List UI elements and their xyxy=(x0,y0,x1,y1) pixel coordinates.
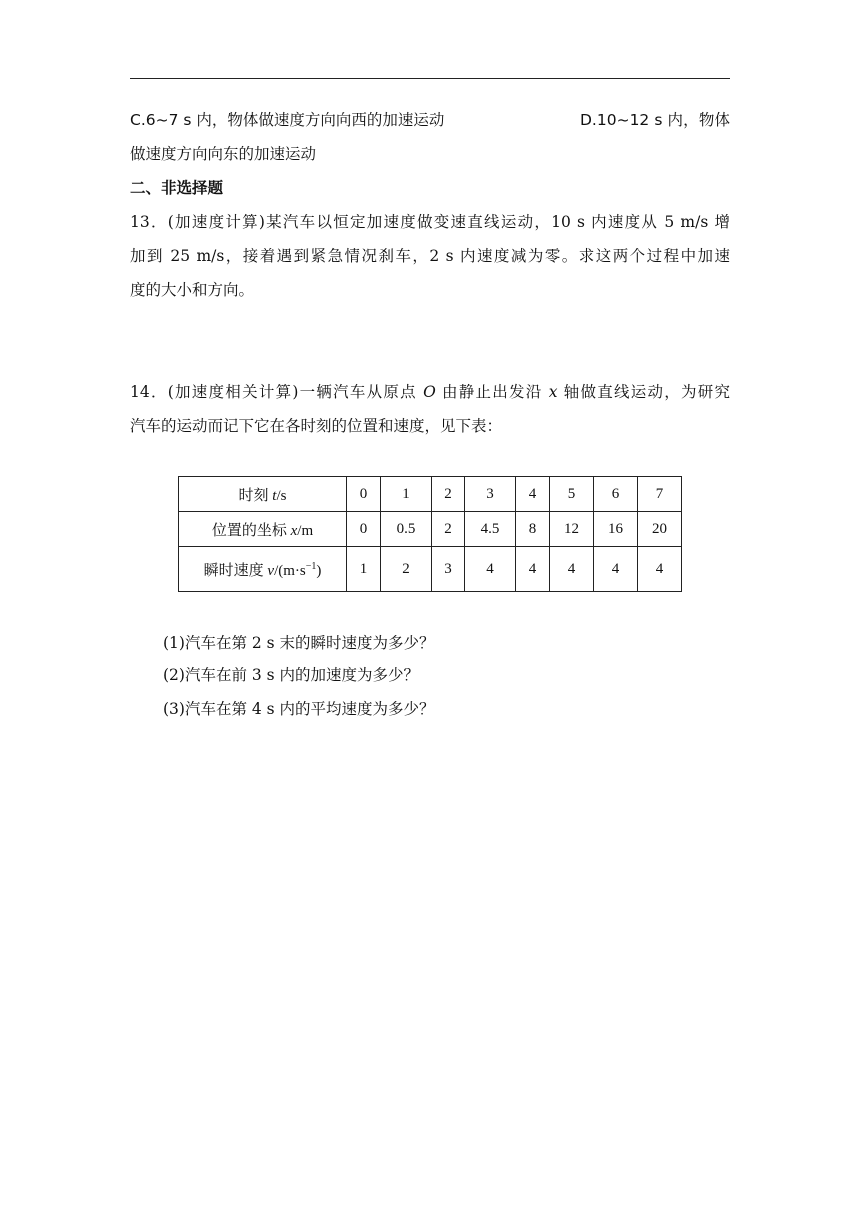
label-unit: /(m·s xyxy=(274,562,306,579)
table-cell: 4 xyxy=(594,547,638,592)
q14-line-1-part-b: 由静止出发沿 xyxy=(435,383,549,401)
table-cell: 0 xyxy=(347,477,381,512)
table-cell: 8 xyxy=(516,512,550,547)
table-cell: 4 xyxy=(465,547,516,592)
table-cell: 2 xyxy=(432,477,465,512)
section-heading: 二、非选择题 xyxy=(130,179,224,197)
option-d-continuation: 做速度方向向东的加速运动 xyxy=(130,145,317,163)
row-label-velocity xyxy=(179,547,347,592)
motion-data-table xyxy=(178,476,682,592)
table-cell: 0.5 xyxy=(381,512,432,547)
label-variable: x xyxy=(290,522,298,539)
label-exponent: −1 xyxy=(305,560,317,572)
table-cell: 1 xyxy=(347,547,381,592)
label-unit: /m xyxy=(297,522,314,539)
label-unit: /s xyxy=(276,487,287,504)
row-label-time xyxy=(179,477,347,512)
table-cell: 12 xyxy=(550,512,594,547)
q13-line-3: 度的大小和方向。 xyxy=(130,281,255,299)
table-cell: 16 xyxy=(594,512,638,547)
q14-line-2: 汽车的运动而记下它在各时刻的位置和速度，见下表： xyxy=(130,417,503,435)
option-d: D.10~12 s 内，物体 xyxy=(580,111,730,129)
label-variable: t xyxy=(272,487,277,504)
q14-line-1-part-c: 轴做直线运动，为研究 xyxy=(557,383,730,401)
table-cell: 0 xyxy=(347,512,381,547)
q14-subquestion-2: (2)汽车在前 3 s 内的加速度为多少？ xyxy=(163,666,420,684)
table-cell: 4 xyxy=(638,547,682,592)
table-cell: 2 xyxy=(381,547,432,592)
table-row-position xyxy=(179,512,682,547)
table-cell: 4 xyxy=(550,547,594,592)
label-text: 位置的坐标 xyxy=(211,522,291,539)
table-row-time xyxy=(179,477,682,512)
label-text: 瞬时速度 xyxy=(203,562,268,579)
table-cell: 3 xyxy=(465,477,516,512)
table-cell: 7 xyxy=(638,477,682,512)
table-cell: 2 xyxy=(432,512,465,547)
table-cell: 4.5 xyxy=(465,512,516,547)
q14-subquestion-1: (1)汽车在第 2 s 末的瞬时速度为多少？ xyxy=(163,634,435,652)
label-variable: v xyxy=(267,562,275,579)
q14-axis-symbol: x xyxy=(548,383,558,401)
table-cell: 3 xyxy=(432,547,465,592)
q13-line-1: 13．(加速度计算)某汽车以恒定加速度做变速直线运动，10 s 内速度从 5 m/s 增 xyxy=(130,213,730,231)
q13-line-2: 加到 25 m/s，接着遇到紧急情况刹车，2 s 内速度减为零。求这两个过程中加速 xyxy=(130,247,730,265)
row-label-position xyxy=(179,512,347,547)
table-row-velocity xyxy=(179,547,682,592)
q14-origin-symbol: O xyxy=(423,383,436,401)
q14-line-1-part-a: 14．(加速度相关计算)一辆汽车从原点 xyxy=(130,383,424,401)
table-cell: 20 xyxy=(638,512,682,547)
option-c: C.6~7 s 内，物体做速度方向向西的加速运动 xyxy=(130,111,445,129)
table-cell: 6 xyxy=(594,477,638,512)
table-cell: 4 xyxy=(516,477,550,512)
q14-line-1 xyxy=(130,381,730,403)
q14-subquestion-3: (3)汽车在第 4 s 内的平均速度为多少？ xyxy=(163,700,435,718)
table-cell: 4 xyxy=(516,547,550,592)
label-text: 时刻 xyxy=(238,487,273,504)
header-rule xyxy=(130,78,730,79)
label-close: ) xyxy=(316,562,322,579)
table-cell: 1 xyxy=(381,477,432,512)
table-cell: 5 xyxy=(550,477,594,512)
